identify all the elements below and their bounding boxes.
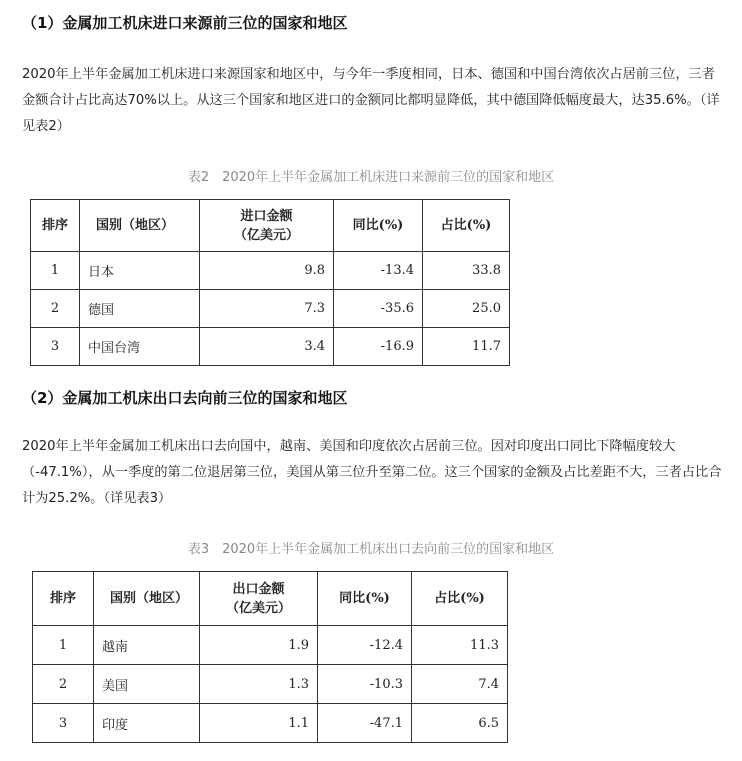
- table-row: [33, 704, 508, 743]
- header-amount: 出口金额 （亿美元）: [200, 572, 318, 626]
- header-share: 占比(%): [412, 572, 508, 626]
- header-rank: 排序: [33, 572, 94, 626]
- header-share: 占比(%): [423, 200, 510, 252]
- cell-rank: 1: [31, 252, 80, 290]
- cell-country: 日本: [80, 252, 200, 290]
- table-row: [31, 290, 510, 328]
- table-header-row: [33, 572, 508, 626]
- cell-country: 越南: [94, 626, 200, 665]
- cell-country: 美国: [94, 665, 200, 704]
- table2-caption: 表2 2020年上半年金属加工机床进口来源前三位的国家和地区: [187, 170, 555, 185]
- cell-yoy: -12.4: [318, 626, 412, 665]
- cell-country: 德国: [80, 290, 200, 328]
- cell-amount: 9.8: [200, 252, 334, 290]
- table-row: [31, 328, 510, 366]
- cell-share: 25.0: [423, 290, 510, 328]
- cell-country: 中国台湾: [80, 328, 200, 366]
- cell-amount: 3.4: [200, 328, 334, 366]
- section1-paragraph: 2020年上半年金属加工机床进口来源国家和地区中，与今年一季度相同，日本、德国和中国台湾依次占居前三位，三者金额合计占比高达70%以上。从这三个国家和地区进口的金额同比都明显降低，其中德国降低幅度最大，达35.6%。（详见表2）: [22, 67, 720, 134]
- cell-share: 11.7: [423, 328, 510, 366]
- table-header-row: [31, 200, 510, 252]
- cell-share: 7.4: [412, 665, 508, 704]
- cell-rank: 2: [31, 290, 80, 328]
- cell-yoy: -47.1: [318, 704, 412, 743]
- header-amount: 进口金额 （亿美元）: [200, 200, 334, 252]
- cell-amount: 1.1: [200, 704, 318, 743]
- section2-paragraph: 2020年上半年金属加工机床出口去向国中，越南、美国和印度依次占居前三位。因对印度出口同比下降幅度较大（-47.1%），从一季度的第二位退居第三位，美国从第三位升至第二位。这三个国家的金额及占比差距不大，三者占比合计为25.2%。（详见表3）: [22, 439, 722, 506]
- cell-rank: 1: [33, 626, 94, 665]
- cell-yoy: -10.3: [318, 665, 412, 704]
- cell-amount: 1.3: [200, 665, 318, 704]
- cell-yoy: -35.6: [334, 290, 423, 328]
- header-yoy: 同比(%): [318, 572, 412, 626]
- cell-share: 6.5: [412, 704, 508, 743]
- cell-amount: 7.3: [200, 290, 334, 328]
- cell-share: 11.3: [412, 626, 508, 665]
- header-yoy: 同比(%): [334, 200, 423, 252]
- cell-yoy: -16.9: [334, 328, 423, 366]
- table2: [30, 199, 510, 366]
- section1-heading: （1）金属加工机床进口来源前三位的国家和地区: [22, 14, 348, 32]
- header-country: 国别（地区）: [94, 572, 200, 626]
- table3: [32, 571, 508, 743]
- table-row: [33, 626, 508, 665]
- cell-rank: 2: [33, 665, 94, 704]
- header-rank: 排序: [31, 200, 80, 252]
- cell-share: 33.8: [423, 252, 510, 290]
- cell-rank: 3: [33, 704, 94, 743]
- cell-country: 印度: [94, 704, 200, 743]
- cell-rank: 3: [31, 328, 80, 366]
- cell-amount: 1.9: [200, 626, 318, 665]
- table-row: [33, 665, 508, 704]
- cell-yoy: -13.4: [334, 252, 423, 290]
- table3-caption: 表3 2020年上半年金属加工机床出口去向前三位的国家和地区: [187, 542, 555, 557]
- table-row: [31, 252, 510, 290]
- header-country: 国别（地区）: [80, 200, 200, 252]
- section2-heading: （2）金属加工机床出口去向前三位的国家和地区: [22, 389, 348, 407]
